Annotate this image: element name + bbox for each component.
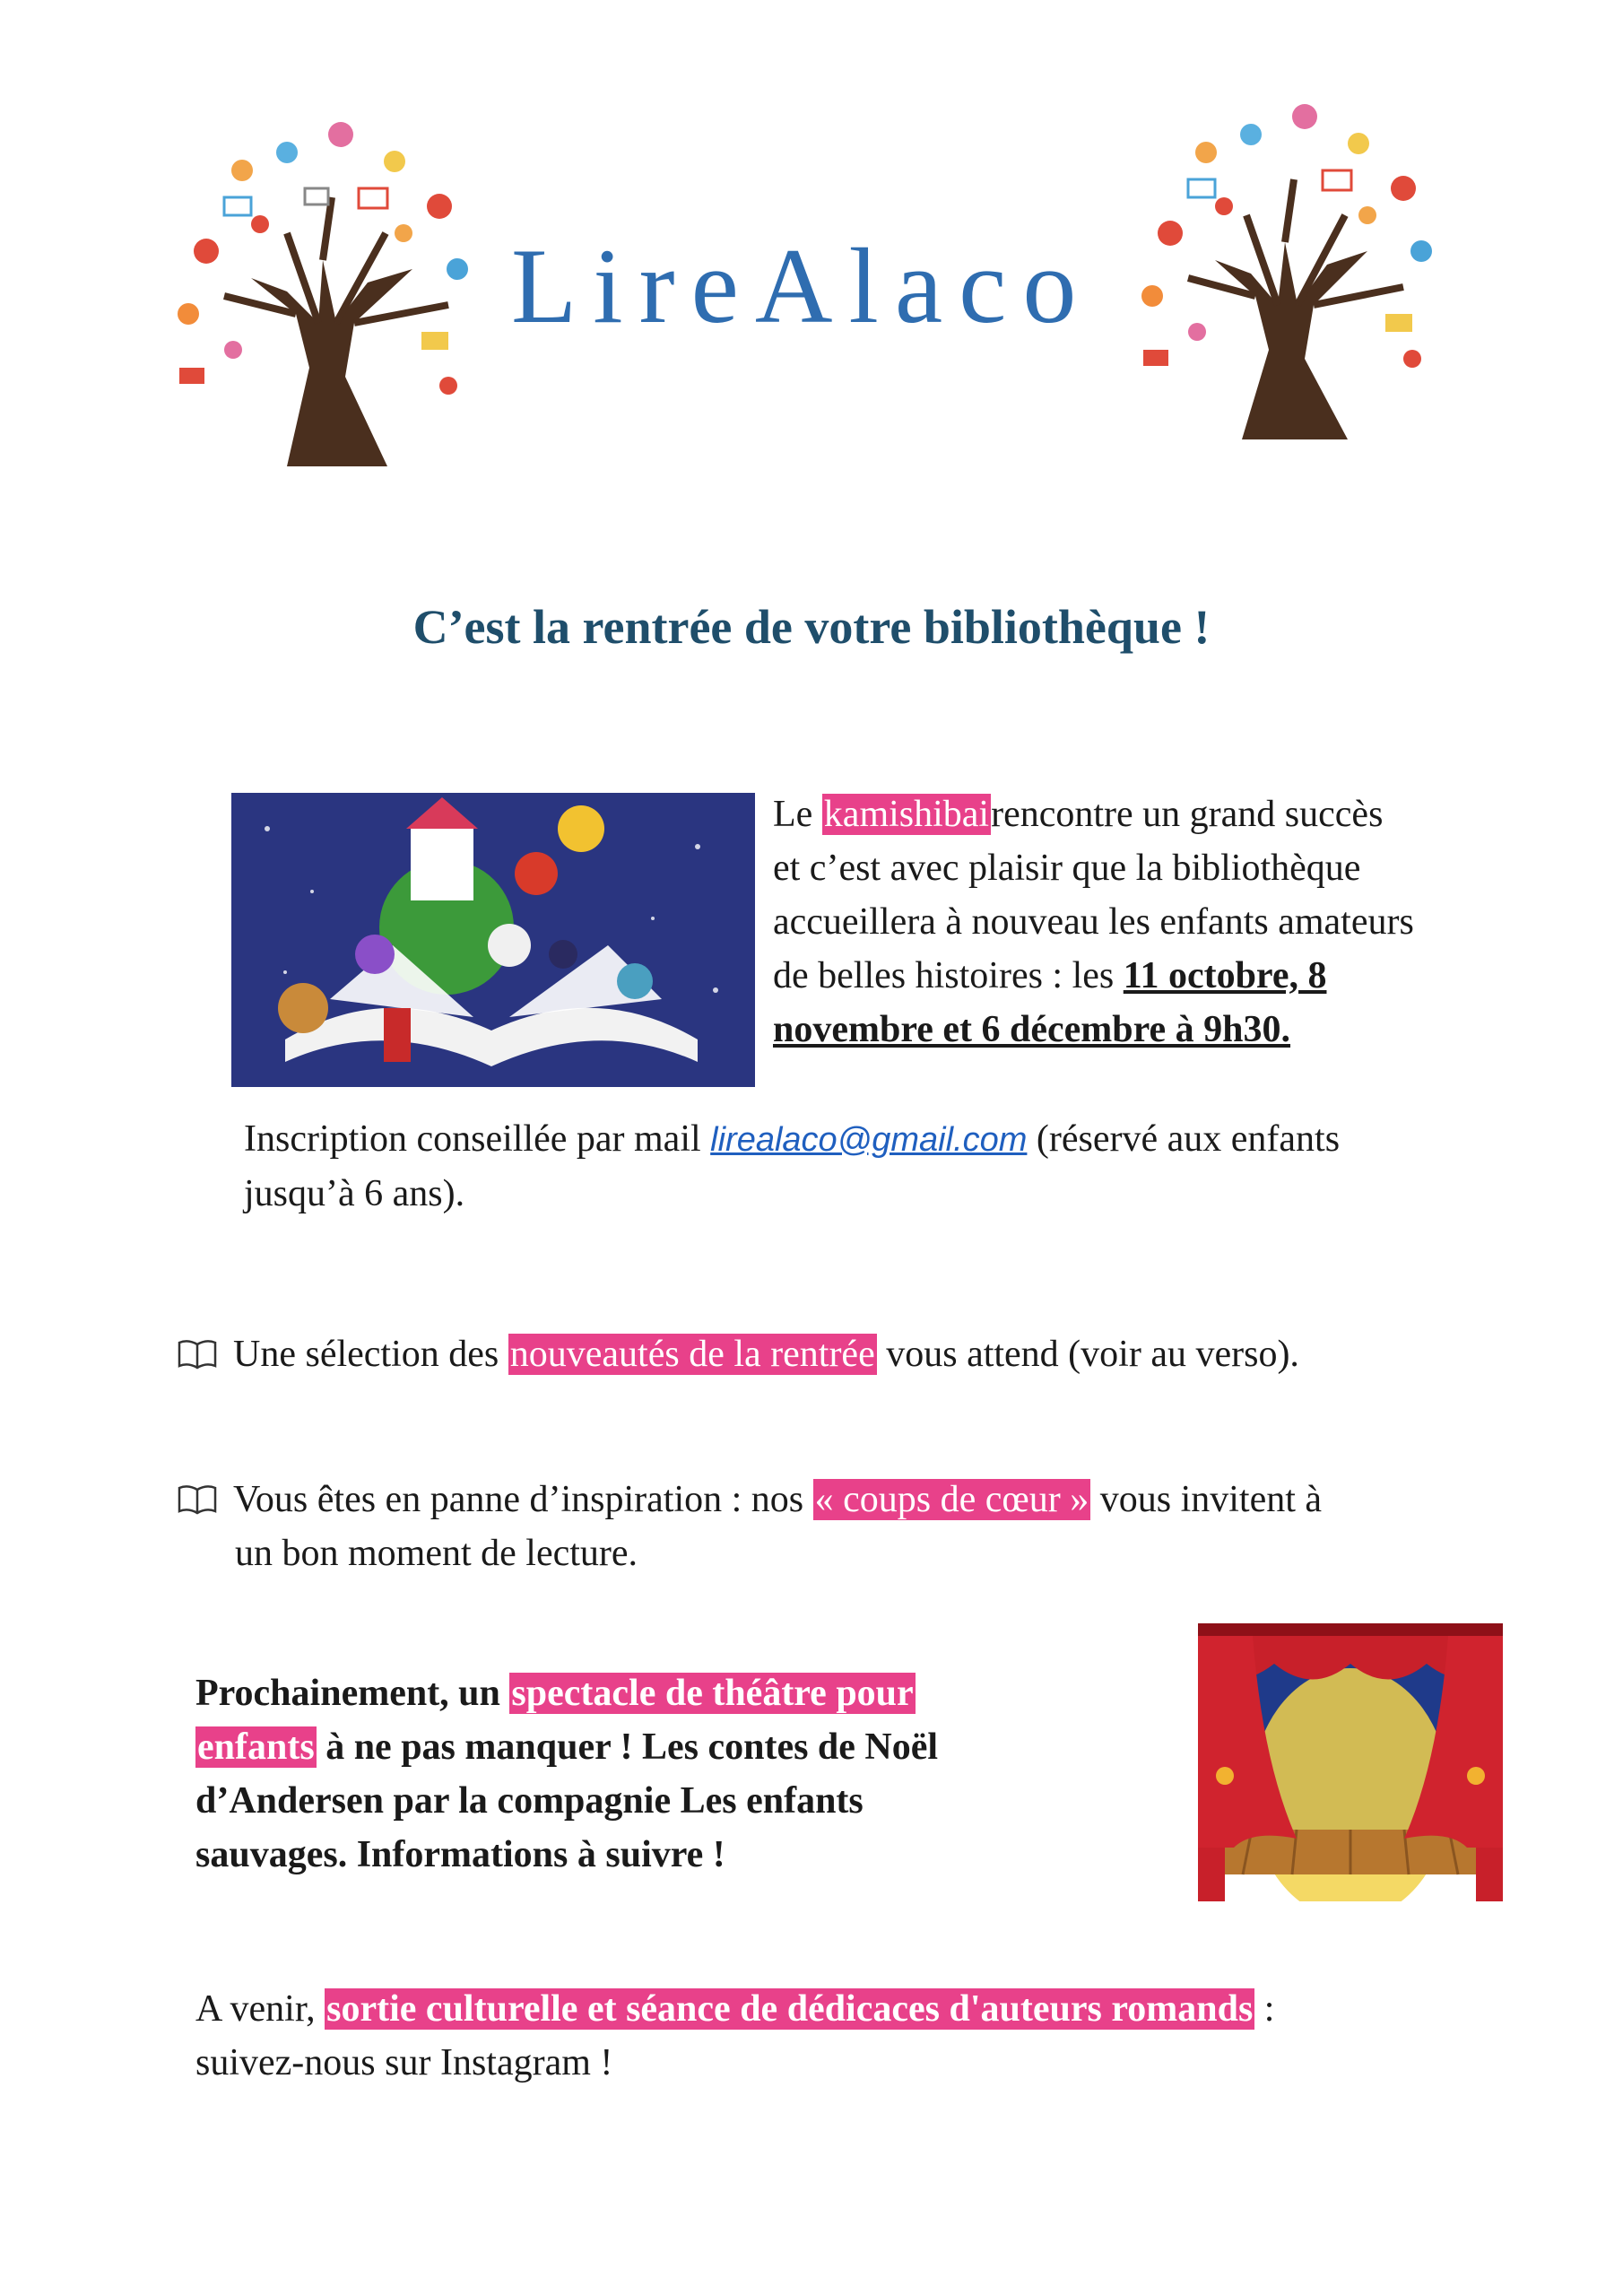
bullet-nouveautes: [178, 1327, 1567, 1381]
bullet2-line-1: [178, 1473, 1567, 1526]
text-span: vous attend (voir au verso).: [876, 1334, 1299, 1375]
text-span: de belles histoires : les: [773, 955, 1124, 996]
highlight-nouveautes: nouveautés de la rentrée: [509, 1334, 875, 1375]
inscription-line-1: [244, 1112, 1544, 1167]
highlight-spectacle: spectacle de théâtre pour: [511, 1673, 914, 1714]
tree-logo-left: [152, 99, 511, 466]
bullet2-line-2: un bon moment de lecture.: [235, 1533, 638, 1574]
inscription-paragraph: [244, 1112, 1544, 1221]
kamishibai-illustration: [231, 793, 755, 1087]
text-span: rencontre un grand succès: [991, 794, 1384, 835]
text-span: Le: [773, 794, 822, 835]
spectacle-paragraph: [195, 1666, 1092, 1882]
kamishibai-dates-2: novembre et 6 décembre à 9h30.: [773, 1009, 1291, 1050]
bullet-coups-de-coeur: [178, 1473, 1567, 1580]
text-span: vous invitent à: [1090, 1479, 1323, 1520]
text-span: (réservé aux enfants: [1027, 1118, 1341, 1160]
kamishibai-dates-1: 11 octobre, 8: [1123, 955, 1327, 996]
highlight-kamishibai: kamishibai: [823, 794, 990, 835]
tree-trunk: [224, 197, 448, 466]
text-span: Prochainement, un: [195, 1673, 510, 1714]
spectacle-line-2: [195, 1720, 1092, 1774]
avenir-paragraph: [195, 1982, 1558, 2090]
avenir-line-1: [195, 1982, 1558, 2036]
spectacle-line-3: d’Andersen par la compagnie Les enfants: [195, 1780, 864, 1822]
tree-logo-right: [1125, 90, 1466, 448]
email-link[interactable]: lirealaco@gmail.com: [710, 1121, 1028, 1159]
logo-text: LireAlaco: [511, 226, 1093, 345]
theatre-stage-illustration: [1198, 1623, 1503, 1901]
text-span: Une sélection des: [233, 1334, 508, 1375]
text-span: Inscription conseillée par mail: [244, 1118, 711, 1160]
kamishibai-line-3: accueillera à nouveau les enfants amateurs: [773, 901, 1414, 943]
text-span: Vous êtes en panne d’inspiration : nos: [233, 1479, 813, 1520]
spectacle-line-4: sauvages. Informations à suivre !: [195, 1834, 725, 1875]
avenir-line-2: suivez-nous sur Instagram !: [195, 2042, 613, 2083]
kamishibai-line-4: [773, 949, 1580, 1003]
spectacle-line-1: [195, 1666, 1092, 1720]
highlight-coups-de-coeur: « coups de cœur »: [814, 1479, 1089, 1520]
kamishibai-line-1: [773, 787, 1580, 841]
kamishibai-paragraph: [773, 787, 1580, 1057]
inscription-line-2: jusqu’à 6 ans).: [244, 1173, 465, 1214]
open-book-icon: [178, 1484, 217, 1515]
text-span: :: [1254, 1988, 1275, 2030]
text-span: à ne pas manquer ! Les contes de Noël: [316, 1726, 939, 1768]
kamishibai-line-2: et c’est avec plaisir que la bibliothèque: [773, 848, 1361, 889]
text-span: A venir,: [195, 1988, 325, 2030]
page-title: C’est la rentrée de votre bibliothèque !: [412, 600, 1211, 654]
highlight-enfants: enfants: [197, 1726, 315, 1768]
open-book-icon: [178, 1339, 217, 1370]
highlight-sortie-culturelle: sortie culturelle et séance de dédicaces d'auteurs romands: [326, 1988, 1254, 2030]
